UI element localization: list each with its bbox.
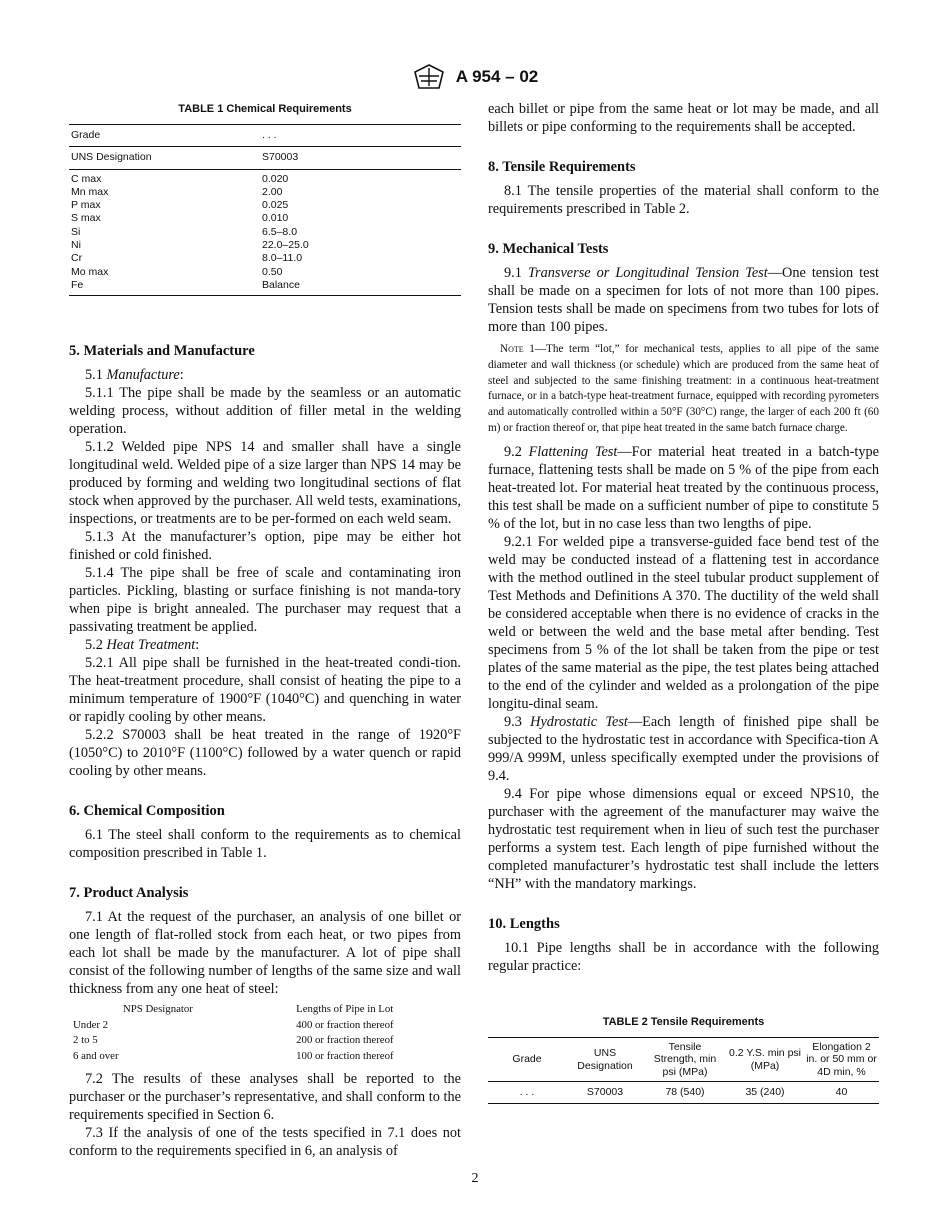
element-label: S max [71,212,101,225]
tensile-cell: 78 (540) [665,1086,705,1099]
paragraph-5-1-4: 5.1.4 The pipe shall be free of scale and contaminating iron particles. Pickling, blasting or surface finishing is not manda-tory when pipe is bright annealed. The purchaser may request that a passivating treatment be applied. [69,565,461,636]
lot-cell: 200 or fraction thereof [296,1034,394,1047]
element-value: 0.010 [262,212,289,225]
uns-value: S70003 [262,151,299,164]
paragraph-10-1: 10.1 Pipe lengths shall be in accordance with the following regular practice: [488,939,879,974]
nps-cell: 6 and over [73,1049,119,1062]
section-7-heading: 7. Product Analysis [69,885,189,902]
grade-header: Grade [512,1053,542,1066]
document-designation: A 954 – 02 [455,67,539,86]
element-label: Fe [71,278,84,291]
element-label: Ni [71,239,81,252]
elongation-header: Elongation 2 in. or 50 mm or 4D min, % [806,1040,877,1078]
element-label: Mn max [71,185,109,198]
paragraph-9-4: 9.4 For pipe whose dimensions equal or exceed NPS10, the purchaser with the agreement of the manufacturer may waive the hydrostatic test requirement when in lieu of such test the purchaser performs a system test. Each length of pipe furnished without the completed manufacturer’s hydrostatic test shall include the letters “NH” with the mandatory markings. [488,785,879,892]
element-value: Balance [262,278,300,291]
table1-caption: TABLE 1 Chemical Requirements [178,103,352,115]
paragraph-9-2-1: 9.2.1 For welded pipe a transverse-guided face bend test of the weld may be conducted instead of a flattening test in accordance with the method outlined in the steel tubular product supplement of Test Methods and Definitions A 370. The ductility of the weld shall be considered acceptable when there is no evidence of cracks in the weld or between the weld and the base metal after bending. Test specimens from 5 % of the lot shall be taken from the pipe or test plates of the same material as the pipe, the test plates being attached to the end of the cylinder and welded as a prolongation of the pipe longitu-dinal seam. [488,533,879,712]
paragraph-9-2: 9.2 Flattening Test—For material heat treated in a batch-type furnace, flattening tests shall be made on 5 % of the pipe from each heat-treated lot. For material heat treated by the continuous process, this test shall be made on a sufficient number of pipe to constitute 5 % of the lot, but in no case less than two lengths of pipe. [488,443,879,532]
element-value: 0.025 [262,199,289,212]
page-header [0,64,950,90]
paragraph-5-2: 5.2 Heat Treatment: [85,637,200,654]
paragraph-5-1-3: 5.1.3 At the manufacturer’s option, pipe may be either hot finished or cold finished. [69,529,461,564]
section-9-heading: 9. Mechanical Tests [488,241,609,257]
yield-header: 0.2 Y.S. min psi (MPa) [729,1047,801,1072]
element-value: 8.0–11.0 [262,252,303,265]
astm-logo-icon [412,64,446,90]
paragraph-7-3-continued: each billet or pipe from the same heat or lot may be made, and all billets or pipe conforming to the requirements shall be accepted. [488,101,879,135]
nps-lot-table [73,1002,433,1064]
left-column [69,100,461,1160]
element-value: 22.0–25.0 [262,239,309,252]
note-1: Note 1—The term “lot,” for mechanical tests, applies to all pipe of the same diameter and wall thickness (or schedule) which are produced from the same heat of steel and subjected to the same finishing treatment: in a continuous heat-treatment furnace, or in a batch-type heat-treatment furnace, equipped with recording pyrometers and automatically controlled within a 50°F (30°C) range, the larger of each 200 ft (60 m) or fraction thereof or, that pipe heat treated in the same batch furnace charge. [488,343,880,434]
lot-cell: 400 or fraction thereof [296,1018,394,1031]
element-value: 0.020 [262,172,289,185]
paragraph-9-3: 9.3 Hydrostatic Test—Each length of finished pipe shall be subjected to the hydrostatic test in accordance with Specifica-tion A 999/A 999M, unless specifically exempted under the provisions of 9.4. [488,713,880,784]
element-label: P max [71,199,101,212]
grade-cell: . . . [519,1086,535,1099]
tensile-requirements-table [488,1037,879,1104]
table2-caption: TABLE 2 Tensile Requirements [602,1015,765,1028]
section-6-heading: 6. Chemical Composition [69,803,225,820]
grade-value: . . . [262,129,277,141]
tensile-header: Tensile Strength, min psi (MPa) [653,1040,717,1078]
nps-cell: 2 to 5 [73,1034,98,1047]
uns-label: UNS Designation [71,151,152,164]
chemical-requirements-table [69,124,461,296]
lot-cell: 100 or fraction thereof [296,1049,394,1062]
section-8-heading: 8. Tensile Requirements [488,159,636,175]
element-label: Si [71,225,81,238]
uns-cell: S70003 [586,1086,624,1099]
table2-block [488,1013,879,1104]
paragraph-7-1: 7.1 At the request of the purchaser, an analysis of one billet or one length of flat-rolled stock from each heat, or two pipes from each lot shall be made by the manufacturer. A lot of pipe shall consist of the following number of lengths of the same size and wall thickness from any one heat of steel: [69,909,461,998]
lot-header: Lengths of Pipe in Lot [296,1003,394,1016]
yield-cell: 35 (240) [745,1086,785,1099]
right-column [488,100,879,1104]
page-number: 2 [471,1171,479,1186]
element-value: 0.50 [262,265,283,278]
uns-header: UNS Designation [577,1047,633,1072]
paragraph-5-1: 5.1 Manufacture: [85,367,184,384]
element-label: Mo max [71,265,109,278]
paragraph-5-2-2: 5.2.2 S70003 shall be heat treated in the range of 1920°F (1050°C) to 2010°F (1100°C) followed by a water quench or rapid cooling by other means. [69,727,461,780]
section-10-heading: 10. Lengths [488,915,560,932]
paragraph-6-1: 6.1 The steel shall conform to the requirements as to chemical composition prescribed in Table 1. [69,827,461,862]
paragraph-5-1-1: 5.1.1 The pipe shall be made by the seamless or an automatic welding process, without addition of filler metal in the welding operation. [69,385,461,438]
element-value: 6.5–8.0 [262,225,298,238]
paragraph-9-1: 9.1 Transverse or Longitudinal Tension Test—One tension test shall be made on a specimen for lots of not more than 100 pipes. Tension tests shall be made on specimens from two tubes for lots of more than 100 pipes. [488,265,879,335]
nps-cell: Under 2 [73,1018,109,1031]
paragraph-5-1-2: 5.1.2 Welded pipe NPS 14 and smaller shall have a single longitudinal weld. Welded pipe of a size larger than NPS 14 may be produced by forming and welding two longitudinal sections of flat stock when approved by the purchaser. All weld tests, examinations, inspections, or treatments are to be per-formed on each weld seam. [69,439,461,528]
elongation-cell: 40 [835,1086,848,1099]
grade-label: Grade [71,129,101,141]
paragraph-7-3: 7.3 If the analysis of one of the tests specified in 7.1 does not conform to the requirements specified in 6, an analysis of [69,1125,461,1160]
section-5-heading: 5. Materials and Manufacture [69,343,255,360]
element-label: C max [71,172,102,185]
paragraph-8-1: 8.1 The tensile properties of the material shall conform to the requirements prescribed in Table 2. [488,183,879,217]
paragraph-5-2-1: 5.2.1 All pipe shall be furnished in the heat-treated condi-tion. The heat-treatment procedure, shall consist of heating the pipe to a minimum temperature of 1900°F (1040°C) and quenching in water or rapidly cooling by other means. [69,655,461,726]
element-value: 2.00 [262,185,283,198]
nps-header: NPS Designator [123,1003,193,1016]
paragraph-7-2: 7.2 The results of these analyses shall be reported to the purchaser or the purchaser’s representative, and shall conform to the requirements specified in Section 6. [69,1071,461,1124]
element-label: Cr [71,252,83,265]
